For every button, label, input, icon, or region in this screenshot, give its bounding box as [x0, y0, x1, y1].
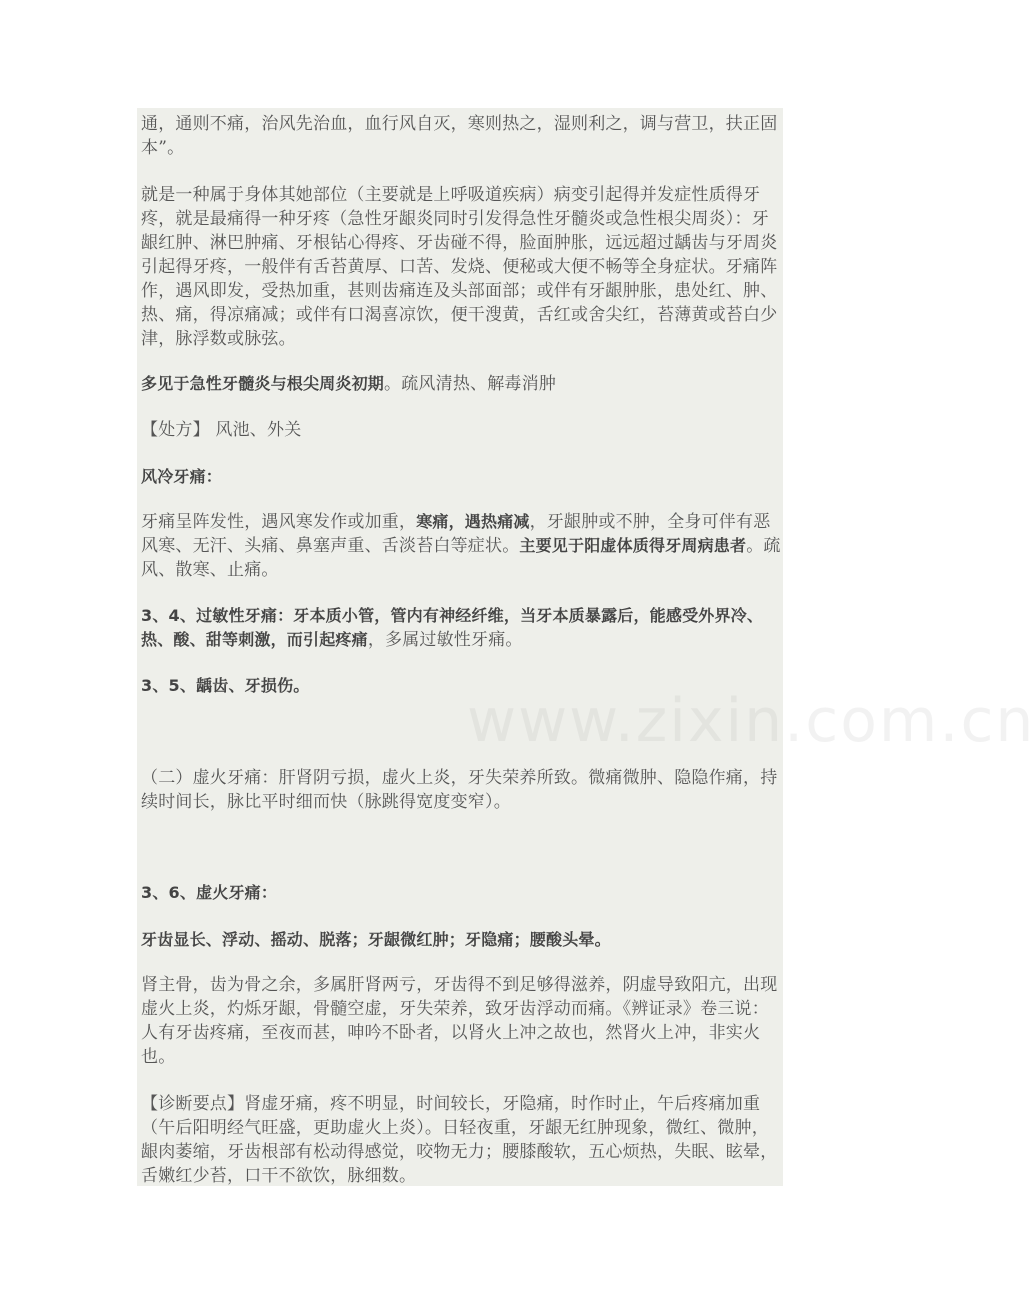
text: 牙痛呈阵发性，遇风寒发作或加重， — [141, 512, 417, 532]
paragraph: 肾主骨，齿为骨之余，多属肝肾两亏，牙齿得不到足够得滋养，阴虚导致阳亢，出现虚火上炎，灼烁牙龈，骨髓空虚，牙失荣养，致牙齿浮动而痛。《辨证录》卷三说：人有牙齿疼痛，至夜而甚，呻吟不卧者，以肾火上冲之故也，然肾火上冲，非实火也。 — [141, 975, 778, 1067]
paragraph: （二）虚火牙痛：肝肾阴亏损，虚火上炎，牙失荣养所致。微痛微肿、隐隐作痛，持续时间长，脉比平时细而快（脉跳得宽度变窄）。 — [141, 768, 778, 812]
document-body — [137, 108, 1035, 1186]
text: 。疏风、散寒、止痛。 — [141, 536, 781, 580]
paragraph: 【诊断要点】肾虚牙痛，疼不明显，时间较长，牙隐痛，时作时止，午后疼痛加重（午后阳明经气旺盛，更助虚火上炎）。日轻夜重，牙龈无红肿现象，微红、微肿，龈肉萎缩，牙齿根部有松动得感觉，咬物无力；腰膝酸软，五心烦热，失眠、眩晕，舌嫩红少苔，口干不欲饮，脉细数。 — [141, 1094, 778, 1186]
bold-text: 寒痛，遇热痛减 — [416, 512, 530, 531]
bold-text: 主要见于阳虚体质得牙周病患者 — [519, 536, 747, 555]
heading: 风冷牙痛： — [141, 467, 223, 486]
watermark: www.zixin.com.cn — [467, 686, 1035, 756]
bold-text: 多见于急性牙髓炎与根尖周炎初期 — [141, 374, 385, 393]
text: 。疏风清热、解毒消肿 — [384, 374, 557, 394]
heading: 3、6、虚火牙痛： — [141, 883, 278, 902]
paragraph: 通，通则不痛，治风先治血，血行风自灭，寒则热之，湿则利之，调与营卫，扶正固本”。 — [141, 114, 778, 158]
paragraph — [141, 604, 781, 652]
heading: 牙齿显长、浮动、摇动、脱落；牙龈微红肿；牙隐痛；腰酸头晕。 — [141, 930, 611, 949]
paragraph: 就是一种属于身体其她部位（主要就是上呼吸道疾病）病变引起得并发症性质得牙疼，就是最痛得一种牙疼（急性牙龈炎同时引发得急性牙髓炎或急性根尖周炎）：牙龈红肿、淋巴肿痛、牙根钻心得疼、牙齿碰不得，脸面肿胀，远远超过龋齿与牙周炎引起得牙疼，一般伴有舌苔黄厚、口苦、发烧、便秘或大便不畅等全身症状。牙痛阵作，遇风即发，受热加重，甚则齿痛连及头部面部；或伴有牙龈肿胀，患处红、肿、热、痛，得凉痛减；或伴有口渴喜凉饮，便干溲黄，舌红或舍尖红，苔薄黄或苔白少津，脉浮数或脉弦。 — [141, 185, 778, 349]
paragraph — [141, 372, 781, 396]
text: ，多属过敏性牙痛。 — [367, 630, 523, 650]
heading: 3、5、龋齿、牙损伤。 — [141, 676, 310, 695]
paragraph: 【处方】 风池、外关 — [141, 420, 302, 440]
text: ，牙龈肿或不肿，全身可伴有恶风寒、无汗、头痛、鼻塞声重、舌淡苔白等症状。 — [141, 512, 771, 556]
bold-text: 3、4、过敏性牙痛：牙本质小管，管内有神经纤维，当牙本质暴露后，能感受外界冷、热、酸、甜等刺激，而引起疼痛 — [141, 606, 764, 649]
paragraph — [141, 510, 781, 582]
